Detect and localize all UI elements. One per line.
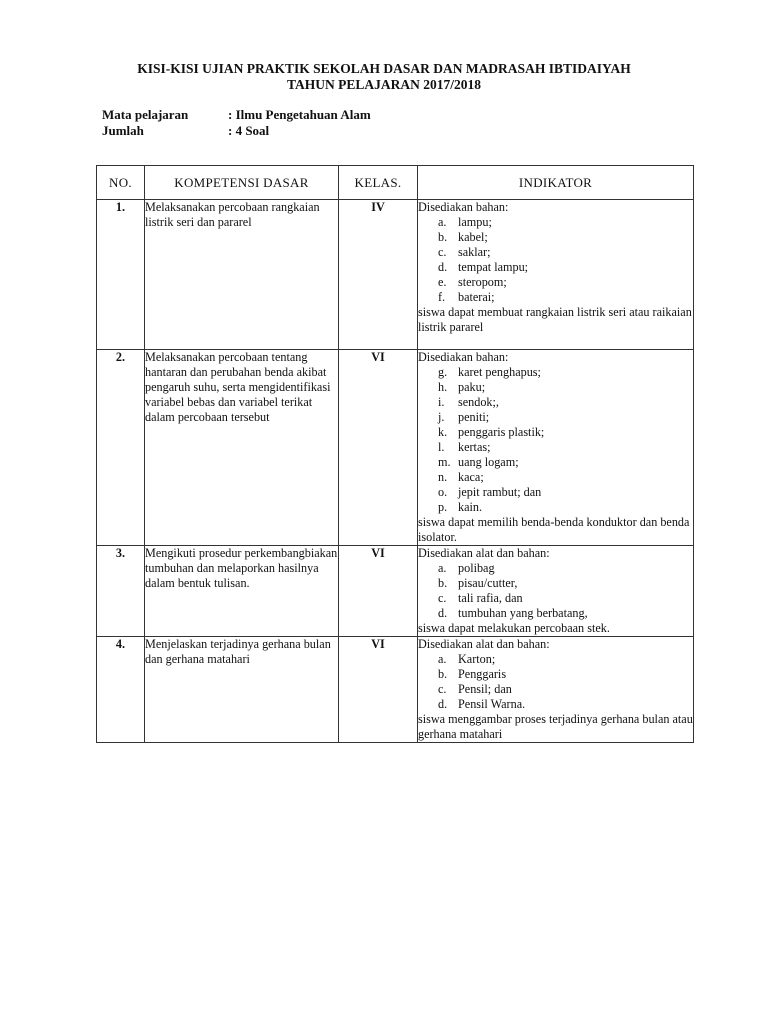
list-text: kabel; [458,230,488,244]
list-item [418,455,693,470]
indikator-intro: Disediakan alat dan bahan: [418,546,550,560]
indikator-cell [418,200,694,350]
list-text: tali rafia, dan [458,591,523,605]
count-label: Jumlah [102,123,144,138]
list-marker: d. [438,697,448,711]
list-text: kertas; [458,440,491,454]
row-number: 3. [97,546,145,637]
list-item [418,667,693,682]
list-item [418,275,693,290]
material-list [418,365,693,515]
column-header-indikator: INDIKATOR [418,166,694,200]
indikator-result: siswa dapat membuat rangkaian listrik seri atau raikaian listrik pararel [418,305,692,334]
indikator-intro: Disediakan bahan: [418,200,509,214]
list-item [418,561,693,576]
list-item [418,425,693,440]
list-marker: c. [438,682,447,696]
list-text: lampu; [458,215,492,229]
material-list [418,652,693,712]
list-marker: n. [438,470,448,484]
count-value: : 4 Soal [228,123,270,138]
list-text: peniti; [458,410,490,424]
kompetensi-cell: Menjelaskan terjadinya gerhana bulan dan gerhana matahari [145,637,339,743]
kelas-cell: VI [339,637,418,743]
indikator-cell [418,637,694,743]
kompetensi-cell: Mengikuti prosedur perkembangbiakan tumbuhan dan melaporkan hasilnya dalam bentuk tulisan. [145,546,339,637]
title-line-2: TAHUN PELAJARAN 2017/2018 [286,77,481,92]
row-number: 2. [97,350,145,546]
list-text: sendok;, [458,395,499,409]
subject-label: Mata pelajaran [102,107,189,122]
kelas-cell: VI [339,350,418,546]
list-marker: a. [438,652,447,666]
indikator-result: siswa dapat memilih benda-benda konduktor dan benda isolator. [418,515,690,544]
document-title [0,61,768,93]
list-marker: a. [438,561,447,575]
list-text: Pensil; dan [458,682,512,696]
list-item [418,260,693,275]
kelas-cell: VI [339,546,418,637]
list-text: tumbuhan yang berbatang, [458,606,588,620]
list-text: saklar; [458,245,491,259]
material-list [418,215,693,305]
list-marker: h. [438,380,448,394]
list-item [418,395,693,410]
list-item [418,245,693,260]
list-item [418,591,693,606]
list-item [418,500,693,515]
list-item [418,606,693,621]
list-marker: c. [438,245,447,259]
list-marker: c. [438,591,447,605]
list-marker: j. [438,410,445,424]
list-marker: m. [438,455,451,469]
list-text: Pensil Warna. [458,697,526,711]
list-item [418,230,693,245]
count-row [102,123,371,139]
list-marker: a. [438,215,447,229]
list-item [418,215,693,230]
list-marker: d. [438,260,448,274]
subject-value: : Ilmu Pengetahuan Alam [228,107,371,122]
list-item [418,290,693,305]
list-marker: o. [438,485,448,499]
list-item [418,440,693,455]
list-marker: b. [438,230,448,244]
indikator-intro: Disediakan alat dan bahan: [418,637,550,651]
column-header-kelas: KELAS. [339,166,418,200]
list-text: steropom; [458,275,507,289]
column-header-no: NO. [97,166,145,200]
list-text: baterai; [458,290,495,304]
list-marker: p. [438,500,448,514]
document-meta [102,107,371,139]
list-text: pisau/cutter, [458,576,518,590]
list-item [418,576,693,591]
list-item [418,380,693,395]
list-marker: i. [438,395,445,409]
row-number: 4. [97,637,145,743]
list-item [418,682,693,697]
list-text: penggaris plastik; [458,425,545,439]
list-item [418,652,693,667]
list-item [418,470,693,485]
list-text: kain. [458,500,483,514]
column-header-kompetensi: KOMPETENSI DASAR [145,166,339,200]
list-item [418,365,693,380]
kelas-cell: IV [339,200,418,350]
list-marker: e. [438,275,447,289]
indikator-intro: Disediakan bahan: [418,350,509,364]
list-text: jepit rambut; dan [458,485,542,499]
indikator-result: siswa menggambar proses terjadinya gerhana bulan atau gerhana matahari [418,712,693,741]
table-row [97,200,694,350]
material-list [418,561,693,621]
list-text: karet penghapus; [458,365,541,379]
list-marker: k. [438,425,448,439]
list-item [418,485,693,500]
list-text: polibag [458,561,495,575]
kompetensi-cell: Melaksanakan percobaan rangkaian listrik seri dan pararel [145,200,339,350]
list-marker: b. [438,576,448,590]
list-text: paku; [458,380,486,394]
indikator-result: siswa dapat melakukan percobaan stek. [418,621,610,635]
subject-row [102,107,371,123]
table-row [97,350,694,546]
title-line-1: KISI-KISI UJIAN PRAKTIK SEKOLAH DASAR DAN MADRASAH IBTIDAIYAH [137,61,631,76]
list-marker: b. [438,667,448,681]
list-text: kaca; [458,470,484,484]
table-header-row [97,166,694,200]
list-marker: g. [438,365,448,379]
list-item [418,697,693,712]
kisi-kisi-table [96,165,694,743]
table-row [97,546,694,637]
list-marker: f. [438,290,446,304]
table-row [97,637,694,743]
list-text: Penggaris [458,667,507,681]
list-marker: l. [438,440,445,454]
list-text: tempat lampu; [458,260,529,274]
list-marker: d. [438,606,448,620]
row-number: 1. [97,200,145,350]
list-text: Karton; [458,652,496,666]
list-item [418,410,693,425]
kompetensi-cell: Melaksanakan percobaan tentang hantaran dan perubahan benda akibat pengaruh suhu, serta mengidentifikasi variabel bebas dan variabel terikat dalam percobaan tersebut [145,350,339,546]
list-text: uang logam; [458,455,519,469]
indikator-cell [418,350,694,546]
indikator-cell [418,546,694,637]
